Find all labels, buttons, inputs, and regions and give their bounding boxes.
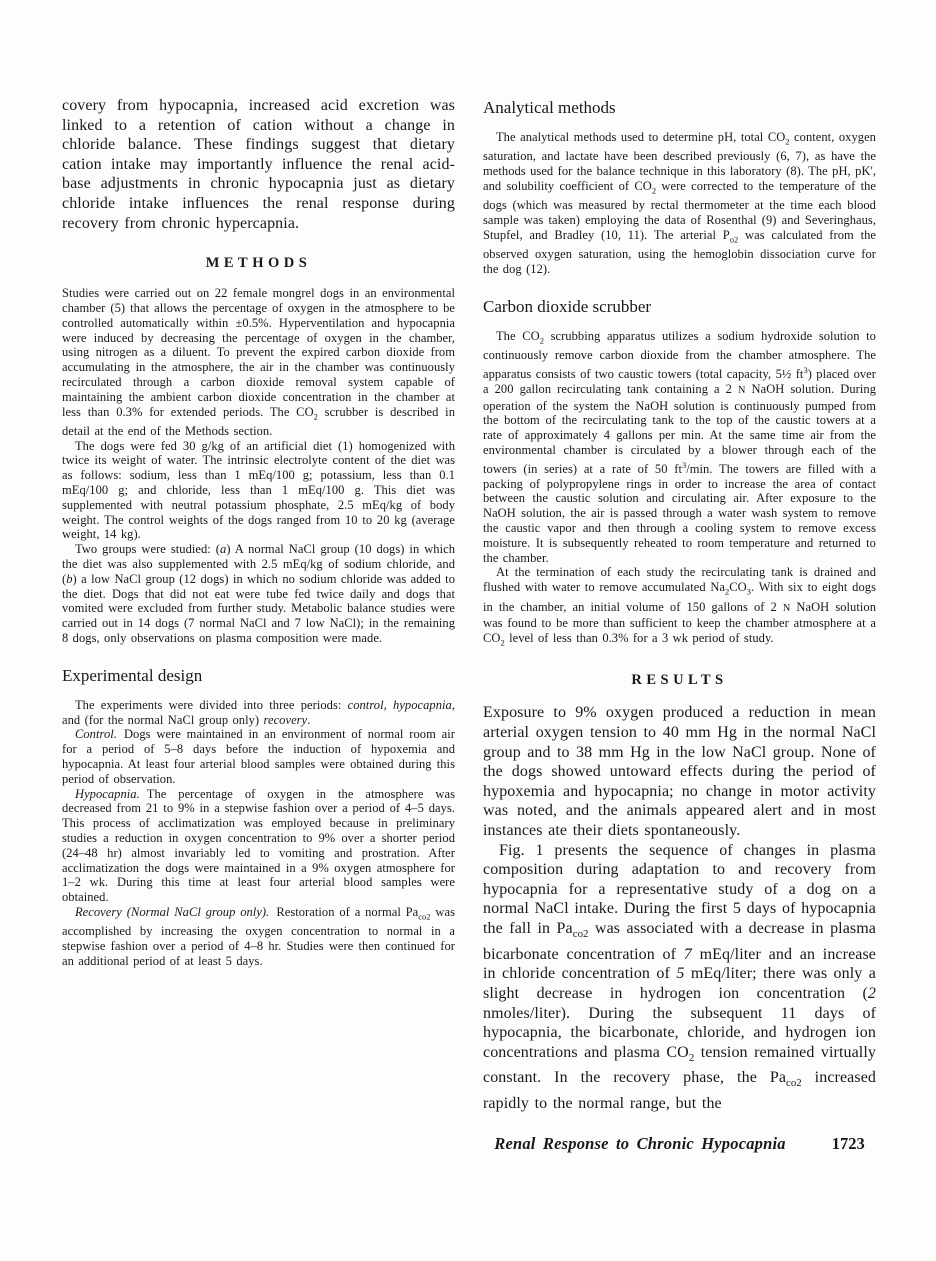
results-paragraph-2: Fig. 1 presents the sequence of changes in plasma composition during adaptation to and recovery from hypocapnia for a representative study of a dog on a normal NaCl intake. During the first 5 days of hypocapnia the fall in $Pa_{co2}$ was associated with a decrease in plasma bicarbonate concentration of 7 mEq/liter and an increase in chloride concentration of 5 mEq/liter; there was only a slight decrease in hydrogen ion concentration (2 nmoles/liter). During the subsequent 11 days of hypocapnia, the bicarbonate, chloride, and hydrogen ion concentrations and plasma $CO_2$ tension remained virtually constant. In the recovery phase, the $Pa_{co2}$ increased rapidly to the normal range, but the <box>483 841 877 1113</box>
co2-scrubber-paragraph-1: The $CO_2$ scrubbing apparatus utilizes a sodium hydroxide solution to continuously remove carbon dioxide from the chamber atmosphere. The apparatus consists of two caustic towers (total capacity, 5½ $ft^3$) placed over a 200 gallon recirculating tank containing a 2 N NaOH solution. During operation of the system the NaOH solution is continuously pumped from the bottom of the recirculating tank to the top of the caustic towers at a rate of approximately 4 gallons per min. At the same time air from the environmental chamber is circulated by a blower through each of the towers (in series) at a rate of 50 $ft^3/\min$. The towers are filled with a packing of polypropylene rings in order to increase the area of contact between the caustic solution and circulating air. After exposure to the NaOH solution, the air is passed through a water wash system to remove the caustic vapor and then through a cooling system to remove excess moisture. It is subsequently reheated to room temperature and returned to the chamber. <box>483 328 876 565</box>
page-footer <box>483 1134 876 1154</box>
running-title: Renal Response to Chronic Hypocapnia <box>494 1133 786 1153</box>
control-period-paragraph: Control. Dogs were maintained in an environment of normal room air for a period of 5–8 days before the induction of hypoxemia and hypocapnia. At least four arterial blood samples were obtained during this period of observation. <box>62 727 455 786</box>
recovery-period-paragraph: Recovery (Normal NaCl group only). Restoration of a normal $Pa_{co2}$ was accomplished by increasing the oxygen concentration to normal in a stepwise fashion over a period of 4–8 hr. Studies were then continued for an additional period of at least 5 days. <box>62 904 455 968</box>
co2-scrubber-heading: Carbon dioxide scrubber <box>483 296 652 316</box>
results-paragraph-1: Exposure to 9% oxygen produced a reduction in mean arterial oxygen tension to 40 mm Hg in the normal NaCl group and to 38 mm Hg in the low NaCl group. None of the dogs showed untoward effects during the period of hypoxemia and hypocapnia; no change in motor activity was noted, and the animals appeared alert and in most instances ate their diets spontaneously. <box>483 704 876 839</box>
methods-heading: METHODS <box>205 255 312 272</box>
left-column <box>62 96 455 969</box>
experimental-design-overview-paragraph: The experiments were divided into three periods: control, hypocapnia, and (for the normal NaCl group only) recovery. <box>62 697 455 727</box>
analytical-methods-heading: Analytical methods <box>483 98 616 117</box>
results-heading: RESULTS <box>631 672 728 689</box>
page-number: 1723 <box>831 1133 865 1153</box>
hypocapnia-period-paragraph: Hypocapnia. The percentage of oxygen in the atmosphere was decreased from 21 to 9% in a stepwise fashion over a period of 4–5 days. This process of acclimatization was employed because in preliminary studies a reduction in oxygen concentration to 9% over a shorter period (24–48 hr) almost invariably led to vomiting and prostration. After acclimatization the dogs were maintained in a 9% oxygen atmosphere for 1–2 wk. During this time at least four arterial blood samples were obtained. <box>62 786 455 905</box>
co2-scrubber-paragraph-2: At the termination of each study the recirculating tank is drained and flushed with water to remove accumulated $Na_2CO_3$. With six to eight dogs in the chamber, an initial volume of 150 gallons of 2 N NaOH solution was found to be more than sufficient to keep the chamber atmosphere at a $CO_2$ level of less than 0.3% for a 3 wk period of study. <box>483 565 877 648</box>
methods-paragraph-3: Two groups were studied: (a) A normal NaCl group (10 dogs) in which the diet was also supplemented with 2.5 mEq/kg of sodium chloride, and (b) a low NaCl group (12 dogs) in which no sodium chloride was added to the diet. Dogs that did not eat were tube fed twice daily and dogs that vomited were excluded from further study. Metabolic balance studies were carried out in 14 dogs (7 normal NaCl and 7 low NaCl); in the remaining 8 dogs, only observations on plasma composition were made. <box>62 542 455 645</box>
methods-paragraph-1: Studies were carried out on 22 female mongrel dogs in an environmental chamber (5) that allows the percentage of oxygen in the atmosphere to be controlled automatically within ±0.5%. Hyperventilation and hypocapnia were induced by decreasing the percentage of oxygen in the chamber, using nitrogen as a diluent. To prevent the expired carbon dioxide from accumulating in the atmosphere, the air in the chamber was continuously recirculated through a carbon dioxide removal system capable of maintaining the ambient carbon dioxide concentration in the chamber at less than 0.3% for extended periods. The $CO_2$ scrubber is described in detail at the end of the Methods section. <box>62 286 456 438</box>
intro-continuation-paragraph: covery from hypocapnia, increased acid excretion was linked to a retention of cation without a change in chloride balance. These findings suggest that dietary cation intake may importantly influence the renal acid-base adjustments in chronic hypocapnia just as dietary chloride intake influences the renal response during recovery from chronic hypercapnia. <box>62 97 455 232</box>
methods-paragraph-2: The dogs were fed 30 g/kg of an artificial diet (1) homogenized with twice its weight of water. The intrinsic electrolyte content of the diet was as follows: sodium, less than 1 mEq/100 g; potassium, less than 0.1 mEq/100 g; and chloride, less than 1 mEq/100 g. This diet was supplemented with neutral potassium phosphate, 2.5 mEq/kg of body weight. The control weights of the dogs ranged from 10 to 20 kg (average weight, 14 kg). <box>62 438 455 542</box>
analytical-methods-paragraph: The analytical methods used to determine pH, total $CO_2$ content, oxygen saturation, and lactate have been described previously (6, 7), as have the methods used for the balance technique in this laboratory (8). The pH, pK', and solubility coefficient of $CO_2$ were corrected to the temperature of the dogs (which was measured by rectal thermometer at the time each blood sample was taken) employing the data of Rosenthal (9) and Severinghaus, Stupfel, and Bradley (10, 11). The arterial $P_{o2}$ was calculated from the observed oxygen saturation, using the hemoglobin dissociation curve for the dog (12). <box>483 130 876 276</box>
right-column <box>483 96 876 1154</box>
experimental-design-heading: Experimental design <box>62 665 203 685</box>
two-column-layout <box>62 96 876 1154</box>
